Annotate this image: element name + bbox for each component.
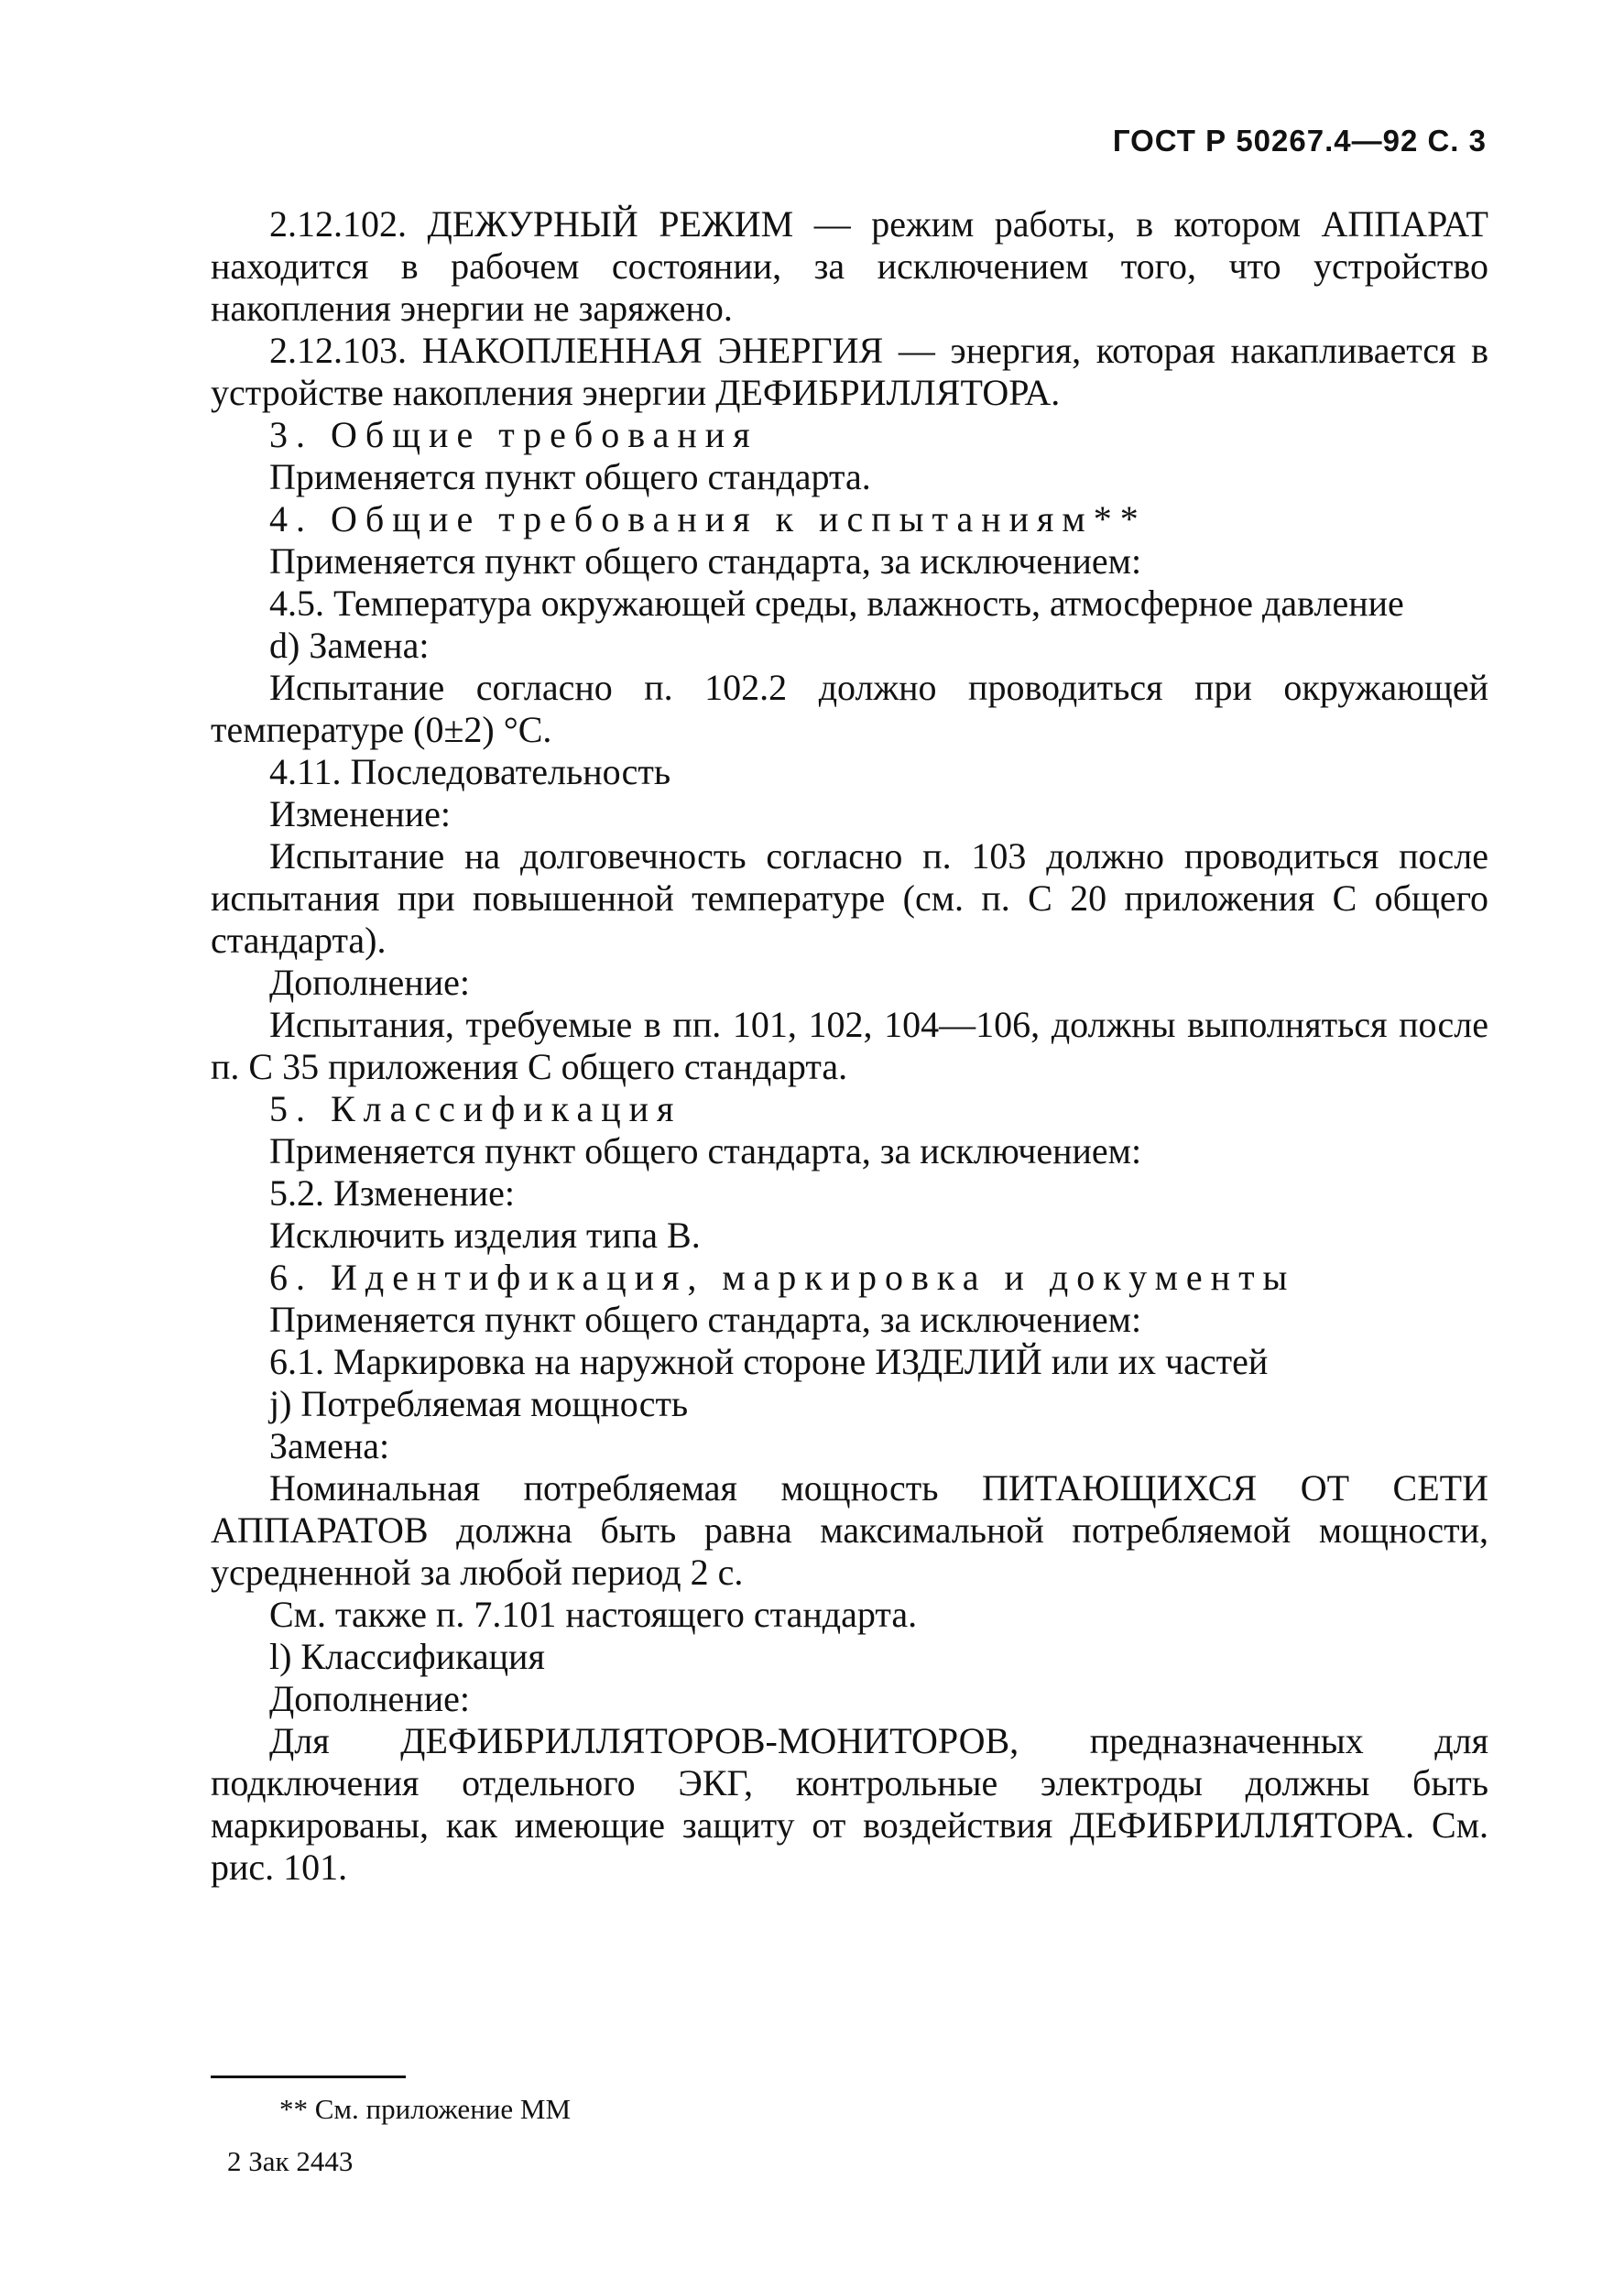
paragraph-text: Исключить изделия типа В. bbox=[269, 1215, 701, 1256]
paragraph-text: Применяется пункт общего стандарта, за исключением: bbox=[269, 1299, 1142, 1340]
paragraph-2-12-103: 2.12.103. НАКОПЛЕННАЯ ЭНЕРГИЯ — энергия, которая накапливается в устройстве накопления энергии ДЕФИБРИЛЛЯТОРА. bbox=[211, 330, 1488, 413]
document-body bbox=[211, 203, 1488, 1889]
paragraph-text: Для ДЕФИБРИЛЛЯТОРОВ-МОНИТОРОВ, предназначенных для подключения отдельного ЭКГ, контрольные электроды должны быть маркированы, как имеющие защиту от воздействия ДЕФИБРИЛЛЯТОРА. См. рис. 101. bbox=[211, 1720, 1488, 1888]
paragraph-5-2: 5.2. Изменение: bbox=[269, 1172, 516, 1214]
paragraph-text: d) Замена: bbox=[269, 625, 430, 666]
page-header: ГОСТ Р 50267.4—92 С. 3 bbox=[1112, 124, 1487, 158]
paragraph-text: Применяется пункт общего стандарта, за исключением: bbox=[269, 1130, 1142, 1171]
paragraph-text: Изменение: bbox=[269, 793, 452, 834]
paragraph-text: Дополнение: bbox=[269, 1678, 470, 1719]
paragraph-text: Применяется пункт общего стандарта, за исключением: bbox=[269, 540, 1142, 582]
paragraph-text: См. также п. 7.101 настоящего стандарта. bbox=[269, 1594, 918, 1635]
paragraph-text: Замена: bbox=[269, 1425, 390, 1466]
paragraph-text: l) Классификация bbox=[269, 1636, 545, 1677]
footnote: ** См. приложение ММ bbox=[279, 2093, 572, 2125]
paragraph-text: j) Потребляемая мощность bbox=[269, 1383, 689, 1424]
paragraph-text: Номинальная потребляемая мощность ПИТАЮЩИХСЯ ОТ СЕТИ АППАРАТОВ должна быть равна максимальной потребляемой мощности, усредненной за любой период 2 с. bbox=[211, 1467, 1488, 1593]
paragraph-text: Испытание на долговечность согласно п. 103 должно проводиться после испытания при повышенной температуре (см. п. С 20 приложения С общего стандарта). bbox=[211, 835, 1488, 961]
paragraph-text: Дополнение: bbox=[269, 962, 470, 1003]
paragraph-4-5: 4.5. Температура окружающей среды, влажность, атмосферное давление bbox=[269, 583, 1404, 624]
print-mark: 2 Зак 2443 bbox=[227, 2145, 354, 2177]
section-heading-4: 4. Общие требования к испытаниям** bbox=[269, 498, 1147, 539]
paragraph-2-12-102: 2.12.102. ДЕЖУРНЫЙ РЕЖИМ — режим работы, в котором АППАРАТ находится в рабочем состоянии, за исключением того, что устройство накопления энергии не заряжено. bbox=[211, 203, 1488, 329]
paragraph-6-1: 6.1. Маркировка на наружной стороне ИЗДЕЛИЙ или их частей bbox=[269, 1341, 1269, 1382]
paragraph-text: Испытание согласно п. 102.2 должно проводиться при окружающей температуре (0±2) °С. bbox=[211, 667, 1488, 750]
section-heading-5: 5. Классификация bbox=[269, 1088, 682, 1129]
footnote-divider bbox=[211, 2076, 406, 2078]
section-heading-6: 6. Идентификация, маркировка и документы bbox=[269, 1257, 1296, 1298]
section-heading-3: 3. Общие требования bbox=[269, 414, 758, 455]
paragraph-4-11: 4.11. Последовательность bbox=[269, 751, 671, 792]
paragraph-text: Применяется пункт общего стандарта. bbox=[269, 456, 871, 497]
paragraph-text: Испытания, требуемые в пп. 101, 102, 104—106, должны выполняться после п. С 35 приложения С общего стандарта. bbox=[211, 1004, 1488, 1087]
